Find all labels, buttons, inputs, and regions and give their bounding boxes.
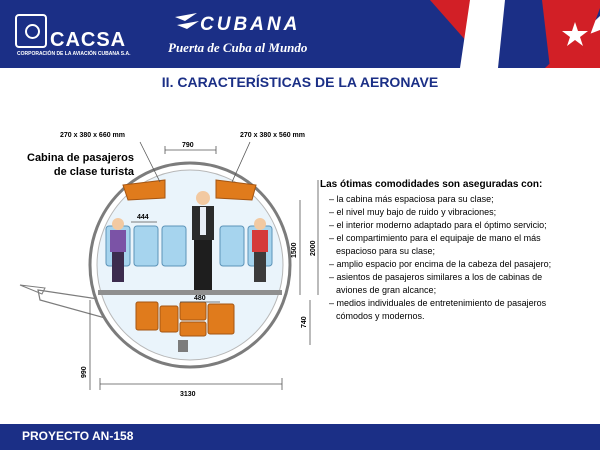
feature-item: – la cabina más espaciosa para su clase; — [329, 194, 494, 204]
feature-item: – amplio espacio por encima de la cabeza del pasajero; — [329, 259, 552, 269]
bin-right-dims: 270 x 380 x 560 mm — [240, 132, 305, 139]
dim-bins-span: 790 — [182, 142, 194, 149]
bin-left-dims: 270 x 380 x 660 mm — [60, 132, 125, 139]
project-label: PROYECTO AN-158 — [22, 429, 134, 443]
cubana-name: CUBANA — [200, 14, 301, 35]
page-title: II. CARACTERÍSTICAS DE LA AERONAVE — [161, 74, 439, 90]
header-banner — [0, 0, 600, 68]
cabin-label-line-2: de clase turista — [53, 166, 134, 178]
dim-aisle: 480 — [194, 295, 206, 302]
dim-floor-height: 990 — [81, 366, 88, 378]
feature-item: – medios individuales de entretenimiento de pasajeros cómodos y modernos. — [329, 298, 547, 321]
feature-item: – el compartimiento para el equipaje de mano el más espacioso para su clase; — [329, 233, 541, 256]
cacsa-name: CACSA — [50, 29, 127, 51]
cubana-wing-icon — [175, 13, 199, 35]
cabin-label-line-1: Cabina de pasajeros — [27, 152, 134, 164]
dim-fuselage-width: 3130 — [180, 391, 196, 398]
cubana-tagline: Puerta de Cuba al Mundo — [168, 40, 308, 55]
cacsa-logo-icon — [15, 14, 47, 48]
comfort-features-panel — [320, 178, 575, 323]
cacsa-subtitle: CORPORACIÓN DE LA AVIACIÓN CUBANA S.A. — [17, 51, 131, 57]
cabin-cross-section-diagram — [0, 100, 320, 420]
cabin-label — [14, 151, 134, 179]
dim-cabin-height: 2000 — [310, 240, 317, 256]
dim-ceiling: 1500 — [291, 242, 298, 258]
footer-bar — [0, 424, 600, 450]
feature-item: – el nivel muy bajo de ruido y vibraciones; — [329, 207, 497, 217]
features-heading: Las ótimas comodidades son aseguradas con: — [320, 179, 543, 190]
feature-item: – el interior moderno adaptado para el óptimo servicio; — [329, 220, 547, 230]
feature-item: – asientos de pasajeros similares a los de cabinas de aviones de gran alcance; — [329, 272, 543, 295]
cuban-flag-graphic — [430, 0, 600, 68]
dim-cargo-height: 740 — [301, 316, 308, 328]
dim-seat-width: 444 — [137, 214, 149, 221]
